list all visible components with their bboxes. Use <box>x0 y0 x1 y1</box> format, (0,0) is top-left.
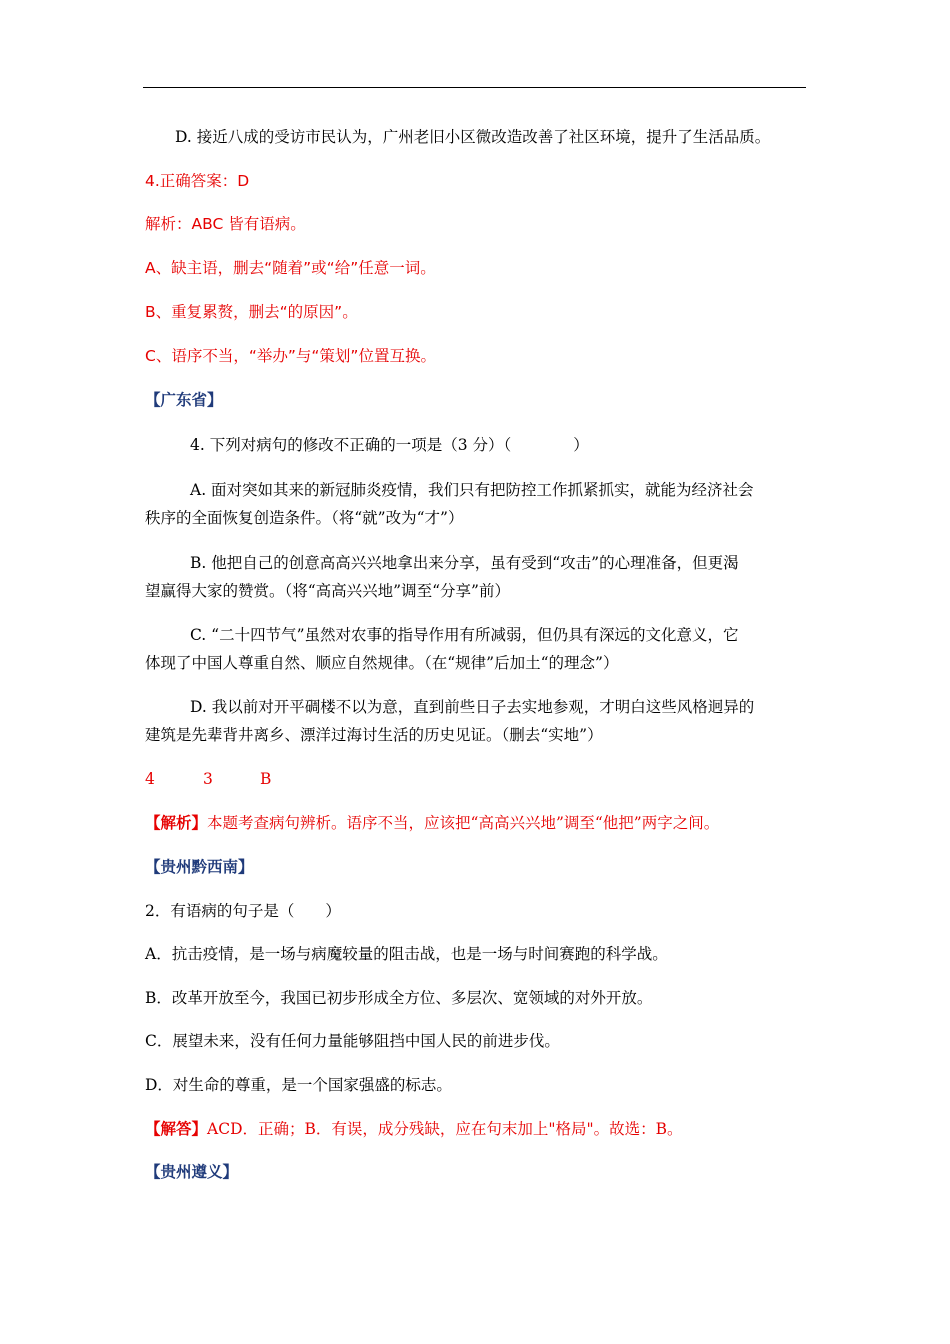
explanation-line <box>145 813 719 833</box>
question-4-option-d-1: D. 我以前对开平碉楼不以为意，直到前些日子去实地参观，才明白这些风格迥异的 <box>190 698 755 716</box>
header-rule <box>143 87 806 88</box>
question-4-option-b-1: B. 他把自己的创意高高兴兴地拿出来分享，虽有受到“攻击”的心理准备，但更渴 <box>190 554 739 572</box>
question-4-option-a-1: A. 面对突如其来的新冠肺炎疫情，我们只有把防控工作抓紧抓实，就能为经济社会 <box>190 481 754 499</box>
section-heading-qianxinan: 【贵州黔西南】 <box>145 857 254 876</box>
analysis-c: C、语序不当，“举办”与“策划”位置互换。 <box>145 347 436 365</box>
question-4-option-c-2: 体现了中国人尊重自然、顺应自然规律。（在“规律”后加土“的理念”） <box>145 654 619 672</box>
answer-choice: B <box>260 770 272 788</box>
option-d-line: D. 接近八成的受访市民认为，广州老旧小区微改造改善了社区环境，提升了生活品质。 <box>175 128 771 146</box>
answer-line: 4.正确答案：D <box>145 172 250 190</box>
explanation-tag: 【解析】 <box>145 813 208 832</box>
question-2-option-a: A．抗击疫情，是一场与病魔较量的阻击战，也是一场与时间赛跑的科学战。 <box>145 945 668 963</box>
question-4-option-a-2: 秩序的全面恢复创造条件。（将“就”改为“才”） <box>145 509 464 527</box>
section-heading-guangdong: 【广东省】 <box>145 390 223 409</box>
question-2-option-d: D．对生命的尊重，是一个国家强盛的标志。 <box>145 1076 452 1094</box>
question-4-option-c-1: C. “二十四节气”虽然对农事的指导作用有所减弱，但仍具有深远的文化意义，它 <box>190 626 739 644</box>
solution-text: ACD．正确；B．有误，成分残缺，应在句末加上"格局"。故选：B。 <box>207 1120 683 1138</box>
explanation-text: 本题考查病句辨析。语序不当，应该把“高高兴兴地”调至“他把”两字之间。 <box>207 814 720 832</box>
solution-tag: 【解答】 <box>145 1119 208 1138</box>
question-2-option-b: B．改革开放至今，我国已初步形成全方位、多层次、宽领域的对外开放。 <box>145 989 653 1007</box>
question-4-option-b-2: 望赢得大家的赞赏。（将“高高兴兴地”调至“分享”前） <box>145 582 510 600</box>
analysis-line: 解析：ABC 皆有语病。 <box>145 215 306 233</box>
analysis-b: B、重复累赘，删去“的原因”。 <box>145 303 358 321</box>
solution-line <box>145 1119 683 1139</box>
analysis-a: A、缺主语，删去“随着”或“给”任意一词。 <box>145 259 436 277</box>
question-4-option-d-2: 建筑是先辈背井离乡、漂洋过海讨生活的历史见证。（删去“实地”） <box>145 726 603 744</box>
question-2: 2．有语病的句子是（ ） <box>145 902 341 920</box>
section-heading-zunyi: 【贵州遵义】 <box>145 1162 239 1181</box>
question-4: 4. 下列对病句的修改不正确的一项是（3 分）（ ） <box>190 436 589 454</box>
answer-score: 3 <box>203 770 213 788</box>
question-2-option-c: C．展望未来，没有任何力量能够阻挡中国人民的前进步伐。 <box>145 1032 560 1050</box>
answer-number: 4 <box>145 770 155 788</box>
